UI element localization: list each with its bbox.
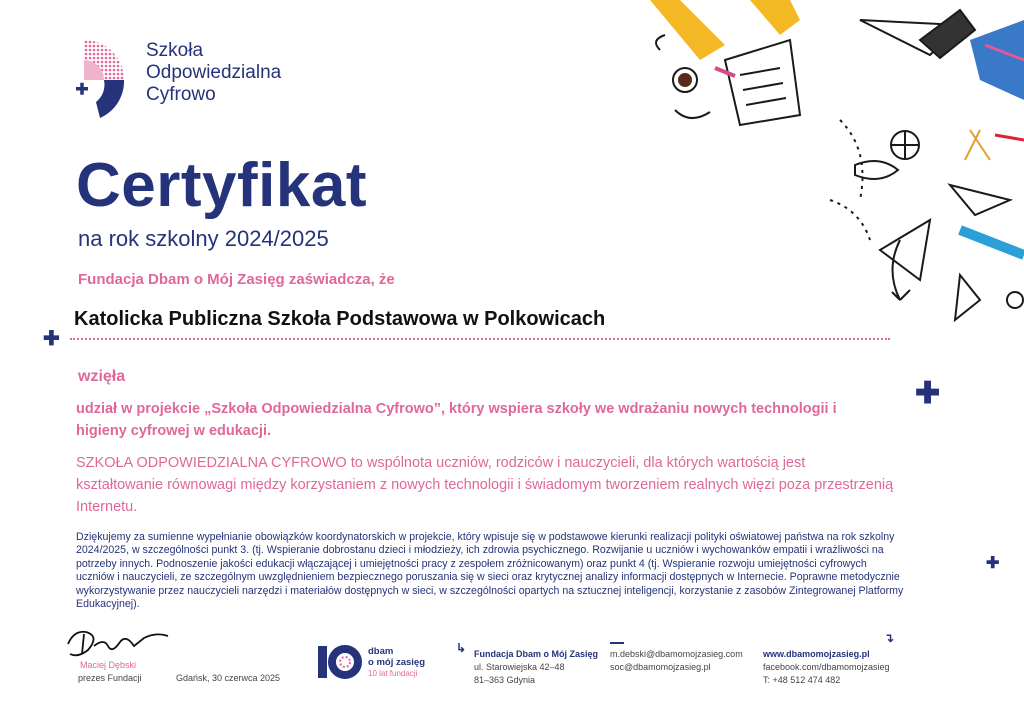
address-arrow-icon: ↳ <box>456 641 467 655</box>
facebook-link[interactable]: facebook.com/dbamomojzasieg <box>763 662 890 672</box>
org-street: ul. Starowiejska 42–48 <box>474 662 565 672</box>
dotted-divider <box>70 338 890 340</box>
attestation-line: Fundacja Dbam o Mój Zasięg zaświadcza, że <box>78 271 395 288</box>
email-secondary[interactable]: soc@dbamomojzasieg.pl <box>610 662 711 672</box>
signer-role: prezes Fundacji <box>78 673 142 683</box>
certificate-title: Certyfikat <box>76 151 367 220</box>
logo-line-1: Szkoła <box>146 40 204 61</box>
place-date: Gdańsk, 30 czerwca 2025 <box>176 673 281 683</box>
brand-line-3: 10 lat fundacji <box>368 669 418 678</box>
logo-mark <box>76 36 132 122</box>
contact-dash <box>610 642 624 644</box>
thanks-paragraph: Dziękujemy za sumienne wypełnianie obowiązków koordynatorskich w projekcie, który wpisuje się w podstawowe kierunki realizacji polityki oświatowej państwa na rok szkolny 2024/2025, w szczególności punkt 3. (tj. Wspieranie dobrostanu dzieci i młodzieży, ich zdrowia psychicznego. Rozwijanie u uczniów i wychowanków empatii i wrażliwości na potrzeby innych. Podnoszenie jakości edukacji włączającej i umiejętności pracy z zespołem zróżnicowanym) oraz punkt 4 (tj. Wspieranie rozwoju umiejętności cyfrowych uczniów i nauczycieli, ze szczególnym uwzględnieniem bezpiecznego poruszania się w sieci oraz krytycznej analizy informacji dostępnych w Internecie. Poprawne metodycznie wykorzystywanie przez nauczycieli narzędzi i materiałów dostępnych w sieci, w szczególności opartych na sztucznej inteligencji, korzystanie z zasobów Zintegrowanej Platformy Edukacyjnej). <box>76 531 904 611</box>
plus-icon: ✚ <box>43 328 60 350</box>
brand-line-2: o mój zasięg <box>368 657 426 668</box>
org-city: 81–363 Gdynia <box>474 675 536 685</box>
plus-icon: ✚ <box>915 377 941 410</box>
brand-line-1: dbam <box>368 646 394 657</box>
program-description: SZKOŁA ODPOWIEDZIALNA CYFROWO to wspólnota uczniów, rodziców i nauczycieli, dla których wartością jest kształtowanie równowagi między korzystaniem z nowych technologii i świadomym tworzeniem realnych więzi poza przestrzenią Internetu. <box>76 455 894 515</box>
signer-name: Maciej Dębski <box>80 660 137 670</box>
school-year-subtitle: na rok szkolny 2024/2025 <box>78 226 329 251</box>
corner-arrow-icon: ↴ <box>884 631 895 645</box>
website-link[interactable]: www.dbamomojzasieg.pl <box>763 649 870 659</box>
took-part-label: wzięła <box>78 368 126 385</box>
phone-number: T: +48 512 474 482 <box>763 675 841 685</box>
email-primary[interactable]: m.debski@dbamomojzasieg.com <box>610 649 743 659</box>
header-illustration <box>630 0 1024 330</box>
logo-line-3: Cyfrowo <box>146 84 216 105</box>
school-name: Katolicka Publiczna Szkoła Podstawowa w Polkowicach <box>74 308 606 330</box>
plus-icon: ✚ <box>986 555 1000 572</box>
logo-text <box>146 40 281 106</box>
brand-logo-icon <box>316 644 362 680</box>
org-name: Fundacja Dbam o Mój Zasięg <box>474 649 599 659</box>
participation-text: udział w projekcie „Szkoła Odpowiedzialna Cyfrowo”, który wspiera szkoły we wdrażaniu nowych technologii i higieny cyfrowej w edukacji. <box>76 401 837 439</box>
signature <box>64 624 174 664</box>
logo-line-2: Odpowiedzialna <box>146 62 282 83</box>
